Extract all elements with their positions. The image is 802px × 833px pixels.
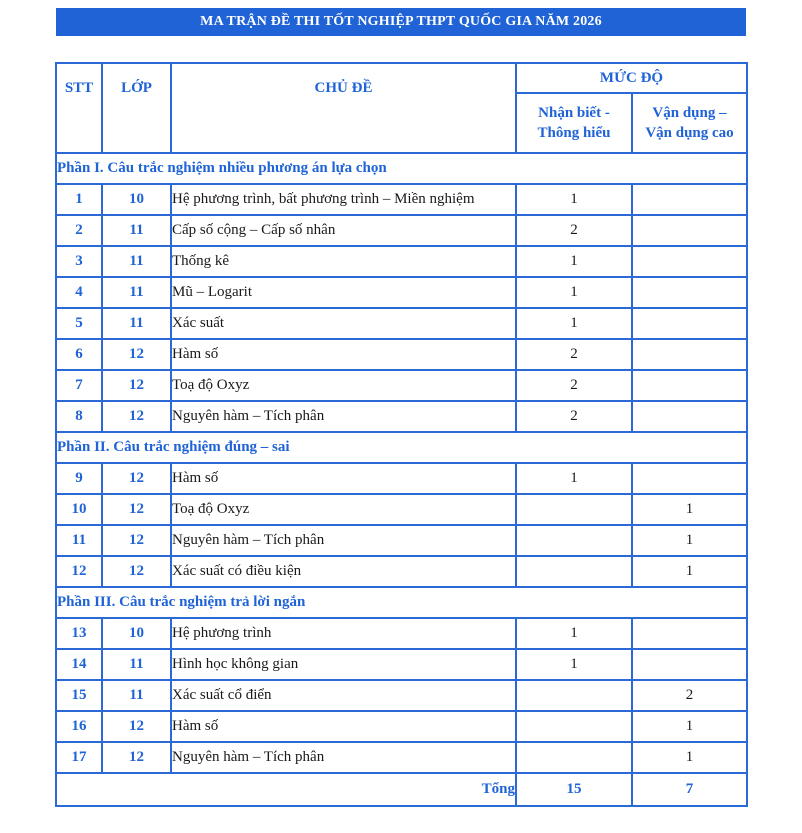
cell-topic: Toạ độ Oxyz <box>171 370 516 401</box>
table-row <box>56 246 747 277</box>
cell-stt: 16 <box>56 711 102 742</box>
table-row <box>56 401 747 432</box>
header-nhan-biet-line1: Nhận biết - <box>538 105 610 121</box>
cell-van-dung <box>632 277 747 308</box>
header-van-dung-line1: Vận dụng – <box>652 105 727 121</box>
cell-lop: 12 <box>102 711 171 742</box>
cell-nhan-biet <box>516 556 632 587</box>
cell-van-dung <box>632 246 747 277</box>
table-row <box>56 463 747 494</box>
cell-lop: 12 <box>102 742 171 773</box>
cell-lop: 11 <box>102 246 171 277</box>
cell-stt: 7 <box>56 370 102 401</box>
cell-nhan-biet: 1 <box>516 277 632 308</box>
table-row <box>56 742 747 773</box>
cell-lop: 12 <box>102 401 171 432</box>
section-title: Phần III. Câu trắc nghiệm trả lời ngắn <box>56 587 747 618</box>
cell-nhan-biet: 2 <box>516 401 632 432</box>
cell-van-dung <box>632 339 747 370</box>
cell-stt: 8 <box>56 401 102 432</box>
cell-topic: Hàm số <box>171 339 516 370</box>
cell-nhan-biet: 1 <box>516 618 632 649</box>
total-label: Tổng <box>56 773 516 806</box>
cell-van-dung <box>632 401 747 432</box>
cell-van-dung <box>632 184 747 215</box>
cell-lop: 11 <box>102 277 171 308</box>
cell-topic: Nguyên hàm – Tích phân <box>171 742 516 773</box>
cell-stt: 17 <box>56 742 102 773</box>
cell-stt: 10 <box>56 494 102 525</box>
cell-van-dung: 1 <box>632 494 747 525</box>
cell-van-dung: 1 <box>632 556 747 587</box>
cell-stt: 12 <box>56 556 102 587</box>
cell-stt: 2 <box>56 215 102 246</box>
cell-van-dung <box>632 649 747 680</box>
cell-stt: 15 <box>56 680 102 711</box>
table-row <box>56 494 747 525</box>
exam-matrix-table <box>55 62 748 807</box>
cell-nhan-biet: 1 <box>516 649 632 680</box>
cell-lop: 12 <box>102 494 171 525</box>
section-title: Phần I. Câu trắc nghiệm nhiều phương án lựa chọn <box>56 153 747 184</box>
total-nhan-biet: 15 <box>516 773 632 806</box>
cell-lop: 11 <box>102 649 171 680</box>
header-chu-de: CHỦ ĐỀ <box>171 63 516 153</box>
cell-stt: 3 <box>56 246 102 277</box>
cell-lop: 12 <box>102 370 171 401</box>
cell-van-dung <box>632 308 747 339</box>
page-title: MA TRẬN ĐỀ THI TỐT NGHIỆP THPT QUỐC GIA NĂM 2026 <box>56 8 746 36</box>
table-row <box>56 649 747 680</box>
table-row <box>56 618 747 649</box>
cell-topic: Hàm số <box>171 463 516 494</box>
table-row <box>56 339 747 370</box>
cell-van-dung <box>632 370 747 401</box>
table-row <box>56 556 747 587</box>
cell-nhan-biet: 2 <box>516 339 632 370</box>
table-row <box>56 370 747 401</box>
cell-topic: Hàm số <box>171 711 516 742</box>
cell-topic: Hệ phương trình, bất phương trình – Miền nghiệm <box>171 184 516 215</box>
header-van-dung <box>632 93 747 153</box>
cell-nhan-biet: 1 <box>516 184 632 215</box>
table-row <box>56 277 747 308</box>
header-nhan-biet-line2: Thông hiểu <box>537 125 611 141</box>
cell-lop: 11 <box>102 215 171 246</box>
table-row <box>56 711 747 742</box>
cell-stt: 9 <box>56 463 102 494</box>
header-muc-do: MỨC ĐỘ <box>516 63 747 93</box>
table-row <box>56 215 747 246</box>
cell-stt: 11 <box>56 525 102 556</box>
cell-topic: Xác suất <box>171 308 516 339</box>
cell-lop: 11 <box>102 308 171 339</box>
cell-topic: Xác suất cổ điển <box>171 680 516 711</box>
table-row <box>56 680 747 711</box>
cell-van-dung <box>632 463 747 494</box>
cell-stt: 1 <box>56 184 102 215</box>
total-van-dung: 7 <box>632 773 747 806</box>
cell-topic: Toạ độ Oxyz <box>171 494 516 525</box>
cell-nhan-biet: 2 <box>516 370 632 401</box>
table-row <box>56 308 747 339</box>
table-row <box>56 184 747 215</box>
cell-topic: Nguyên hàm – Tích phân <box>171 525 516 556</box>
cell-lop: 12 <box>102 556 171 587</box>
cell-nhan-biet: 1 <box>516 246 632 277</box>
cell-nhan-biet <box>516 494 632 525</box>
cell-van-dung <box>632 215 747 246</box>
section-row <box>56 153 747 184</box>
cell-van-dung: 2 <box>632 680 747 711</box>
total-row <box>56 773 747 806</box>
cell-stt: 13 <box>56 618 102 649</box>
cell-van-dung: 1 <box>632 525 747 556</box>
header-van-dung-line2: Vận dụng cao <box>645 125 734 141</box>
table-row <box>56 525 747 556</box>
cell-lop: 12 <box>102 463 171 494</box>
cell-van-dung <box>632 618 747 649</box>
cell-lop: 10 <box>102 184 171 215</box>
cell-lop: 10 <box>102 618 171 649</box>
section-title: Phần II. Câu trắc nghiệm đúng – sai <box>56 432 747 463</box>
cell-lop: 12 <box>102 339 171 370</box>
cell-topic: Hệ phương trình <box>171 618 516 649</box>
cell-topic: Thống kê <box>171 246 516 277</box>
cell-topic: Xác suất có điều kiện <box>171 556 516 587</box>
header-lop: LỚP <box>102 63 171 153</box>
cell-topic: Cấp số cộng – Cấp số nhân <box>171 215 516 246</box>
cell-stt: 14 <box>56 649 102 680</box>
header-nhan-biet <box>516 93 632 153</box>
cell-nhan-biet: 1 <box>516 308 632 339</box>
cell-topic: Mũ – Logarit <box>171 277 516 308</box>
matrix-body <box>56 153 747 773</box>
cell-van-dung: 1 <box>632 711 747 742</box>
cell-topic: Hình học không gian <box>171 649 516 680</box>
cell-nhan-biet: 2 <box>516 215 632 246</box>
cell-topic: Nguyên hàm – Tích phân <box>171 401 516 432</box>
cell-nhan-biet: 1 <box>516 463 632 494</box>
cell-nhan-biet <box>516 680 632 711</box>
cell-nhan-biet <box>516 525 632 556</box>
cell-stt: 6 <box>56 339 102 370</box>
cell-lop: 11 <box>102 680 171 711</box>
header-stt: STT <box>56 63 102 153</box>
cell-stt: 4 <box>56 277 102 308</box>
cell-nhan-biet <box>516 711 632 742</box>
cell-nhan-biet <box>516 742 632 773</box>
section-row <box>56 587 747 618</box>
section-row <box>56 432 747 463</box>
cell-lop: 12 <box>102 525 171 556</box>
cell-van-dung: 1 <box>632 742 747 773</box>
cell-stt: 5 <box>56 308 102 339</box>
